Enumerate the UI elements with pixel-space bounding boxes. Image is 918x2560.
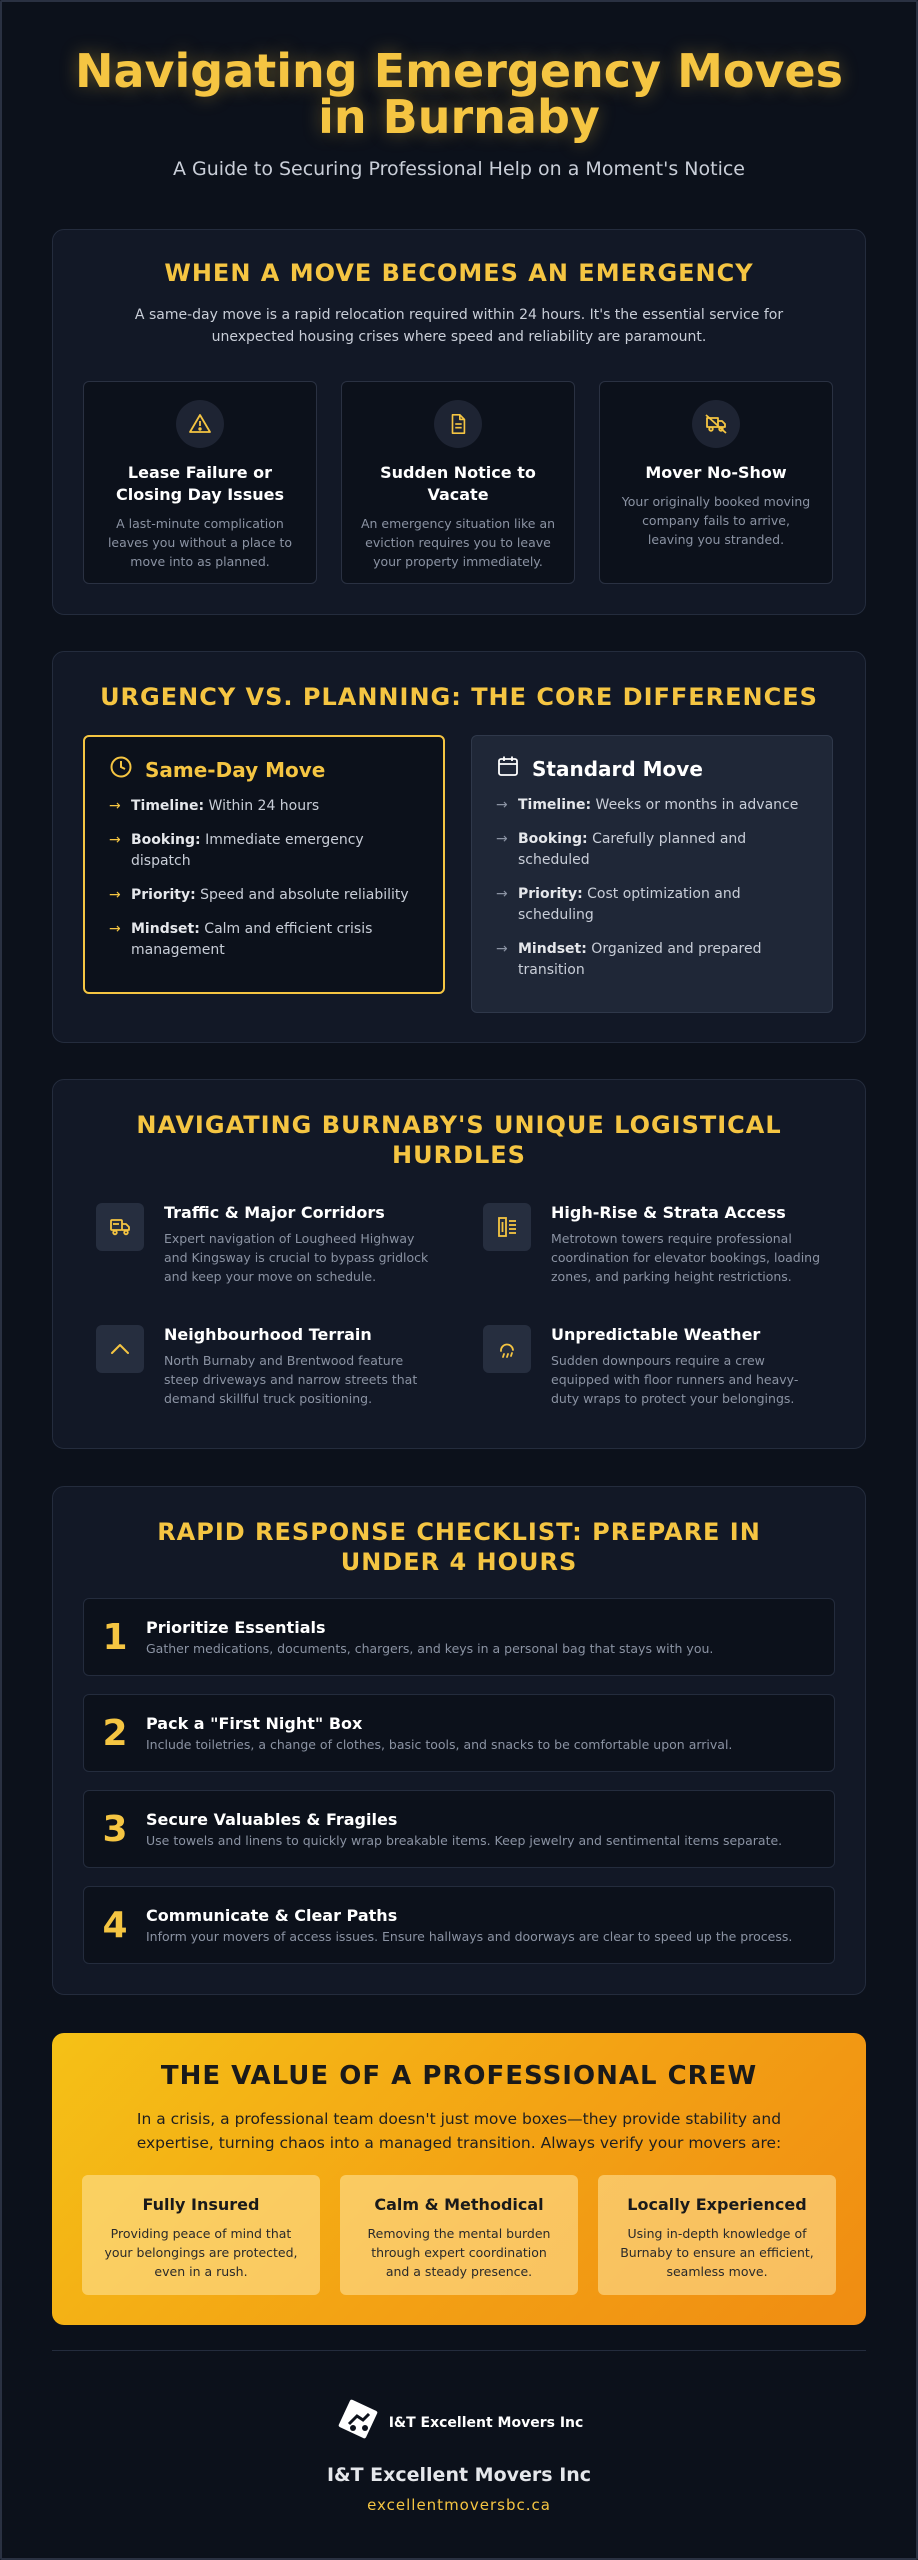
checklist-title: RAPID RESPONSE CHECKLIST: PREPARE IN UNDER 4 HOURS: [157, 1518, 761, 1576]
emergency-title: WHEN A MOVE BECOMES AN EMERGENCY: [164, 259, 754, 287]
value-card-local: [598, 2175, 836, 2295]
value-card-title: Locally Experienced: [627, 2195, 807, 2214]
list-item: [496, 795, 808, 816]
arrow-right-icon: →: [496, 797, 508, 813]
item-label: Timeline:: [518, 797, 592, 813]
checklist-section: [52, 1486, 866, 1995]
emergency-card-title: Mover No-Show: [645, 463, 787, 482]
list-item: [109, 885, 419, 906]
item-value: Organized and prepared transition: [518, 941, 762, 978]
value-section: [52, 2033, 866, 2325]
emergency-card-title: Lease Failure or Closing Day Issues: [116, 463, 284, 504]
hurdles-title: NAVIGATING BURNABY'S UNIQUE LOGISTICAL HURDLES: [136, 1111, 782, 1169]
hurdle-title: Unpredictable Weather: [551, 1325, 761, 1344]
hurdle-text: North Burnaby and Brentwood feature steep driveways and narrow streets that demand skillful truck positioning.: [164, 1353, 418, 1406]
title-line-2: in Burnaby: [318, 90, 600, 144]
arrow-right-icon: →: [496, 886, 508, 902]
arrow-right-icon: →: [496, 831, 508, 847]
comparison-section: [52, 651, 866, 1043]
step-number: 4: [102, 1904, 128, 1946]
step-text: Inform your movers of access issues. Ensure hallways and doorways are clear to speed up the process.: [146, 1929, 793, 1944]
hurdle-title: Traffic & Major Corridors: [164, 1203, 385, 1222]
arrow-right-icon: →: [109, 832, 121, 848]
value-lead: In a crisis, a professional team doesn't just move boxes—they provide stability and expertise, turning chaos into a managed transition. Always verify your movers are:: [136, 2110, 782, 2152]
item-label: Priority:: [518, 886, 583, 902]
value-card-text: Using in-depth knowledge of Burnaby to ensure an efficient, seamless move.: [620, 2226, 814, 2279]
step-title: Communicate & Clear Paths: [146, 1906, 398, 1925]
title-line-1: Navigating Emergency Moves: [74, 44, 844, 98]
building-icon: [483, 1203, 531, 1251]
item-label: Priority:: [131, 887, 196, 903]
arrow-right-icon: →: [496, 941, 508, 957]
value-card-insured: [82, 2175, 320, 2295]
list-item: [496, 884, 808, 926]
same-day-panel: [83, 735, 445, 994]
page-subtitle: A Guide to Securing Professional Help on a Moment's Notice: [173, 158, 745, 180]
warning-icon: [176, 400, 224, 448]
company-name: I&T Excellent Movers Inc: [326, 2464, 592, 2486]
value-card-text: Providing peace of mind that your belongings are protected, even in a rush.: [104, 2226, 298, 2279]
hurdle-highrise: [483, 1203, 823, 1286]
arrow-right-icon: →: [109, 921, 121, 937]
item-label: Booking:: [131, 832, 201, 848]
list-item: [109, 919, 419, 961]
hurdle-text: Sudden downpours require a crew equipped with floor runners and heavy-duty wraps to protect your belongings.: [551, 1353, 799, 1406]
hurdle-traffic: [96, 1203, 436, 1286]
list-item: [109, 830, 419, 872]
checklist-step-1: [83, 1598, 835, 1676]
list-item: [109, 796, 419, 817]
emergency-card-text: Your originally booked moving company fails to arrive, leaving you stranded.: [621, 494, 811, 547]
item-label: Mindset:: [131, 921, 200, 937]
item-value: Weeks or months in advance: [595, 797, 799, 813]
item-value: Cost optimization and scheduling: [518, 886, 741, 923]
comparison-title: URGENCY VS. PLANNING: THE CORE DIFFERENCES: [100, 683, 818, 711]
value-card-text: Removing the mental burden through expert coordination and a steady presence.: [367, 2226, 551, 2279]
value-card-calm: [340, 2175, 578, 2295]
logo-mark-icon: [335, 2398, 381, 2448]
website-link[interactable]: excellentmoversbc.ca: [367, 2496, 551, 2514]
document-icon: [434, 400, 482, 448]
logo-text: I&T Excellent Movers Inc: [388, 2415, 584, 2431]
step-number: 1: [102, 1616, 128, 1658]
footer: [0, 2398, 918, 2514]
company-logo[interactable]: [335, 2398, 584, 2448]
step-text: Use towels and linens to quickly wrap breakable items. Keep jewelry and sentimental items separate.: [146, 1833, 783, 1848]
checklist-step-3: [83, 1790, 835, 1868]
step-title: Secure Valuables & Fragiles: [146, 1810, 398, 1829]
item-value: Immediate emergency dispatch: [131, 832, 364, 869]
truck-route-icon: [96, 1203, 144, 1251]
hurdle-terrain: [96, 1325, 436, 1408]
item-value: Carefully planned and scheduled: [518, 831, 747, 868]
clock-icon: [109, 755, 133, 784]
emergency-card-text: A last-minute complication leaves you without a place to move into as planned.: [107, 516, 293, 569]
standard-panel: [471, 735, 833, 1013]
value-card-title: Calm & Methodical: [374, 2195, 544, 2214]
hurdle-text: Expert navigation of Lougheed Highway and Kingsway is crucial to bypass gridlock and keep your move on schedule.: [164, 1231, 429, 1284]
item-label: Timeline:: [131, 798, 205, 814]
no-truck-icon: [692, 400, 740, 448]
standard-title: Standard Move: [532, 756, 703, 781]
checklist-step-4: [83, 1886, 835, 1964]
hurdle-title: High-Rise & Strata Access: [551, 1203, 786, 1222]
emergency-card-noshow: [599, 381, 833, 584]
list-item: [496, 829, 808, 871]
step-text: Include toiletries, a change of clothes, basic tools, and snacks to be comfortable upon arrival.: [146, 1737, 733, 1752]
calendar-icon: [496, 754, 520, 783]
emergency-card-lease: [83, 381, 317, 584]
emergency-card-title: Sudden Notice to Vacate: [380, 463, 536, 504]
hurdle-title: Neighbourhood Terrain: [164, 1325, 372, 1344]
emergency-intro: A same-day move is a rapid relocation required within 24 hours. It's the essential service for unexpected housing crises where speed and reliability are paramount.: [134, 307, 784, 345]
step-title: Pack a "First Night" Box: [146, 1714, 363, 1733]
emergency-card-text: An emergency situation like an eviction requires you to leave your property immediately.: [360, 516, 556, 569]
arrow-right-icon: →: [109, 887, 121, 903]
item-value: Within 24 hours: [208, 798, 320, 814]
hill-icon: [96, 1325, 144, 1373]
hurdles-section: [52, 1079, 866, 1449]
item-value: Calm and efficient crisis management: [131, 921, 373, 958]
item-label: Booking:: [518, 831, 588, 847]
same-day-title: Same-Day Move: [145, 757, 326, 782]
page-header: [0, 44, 918, 180]
item-value: Speed and absolute reliability: [200, 887, 409, 903]
value-title: THE VALUE OF A PROFESSIONAL CREW: [160, 2061, 758, 2091]
emergency-card-notice: [341, 381, 575, 584]
checklist-step-2: [83, 1694, 835, 1772]
list-item: [496, 939, 808, 981]
rain-icon: [483, 1325, 531, 1373]
value-card-title: Fully Insured: [142, 2195, 260, 2214]
step-text: Gather medications, documents, chargers, and keys in a personal bag that stays with you.: [146, 1641, 714, 1656]
step-number: 3: [102, 1808, 128, 1850]
arrow-right-icon: →: [109, 798, 121, 814]
step-number: 2: [102, 1712, 128, 1754]
step-title: Prioritize Essentials: [146, 1618, 326, 1637]
item-label: Mindset:: [518, 941, 587, 957]
emergency-section: [52, 229, 866, 615]
hurdle-text: Metrotown towers require professional coordination for elevator bookings, loading zones, and parking height restrictions.: [551, 1231, 821, 1284]
footer-divider: [52, 2350, 866, 2351]
hurdle-weather: [483, 1325, 823, 1408]
page-title: [0, 44, 918, 144]
